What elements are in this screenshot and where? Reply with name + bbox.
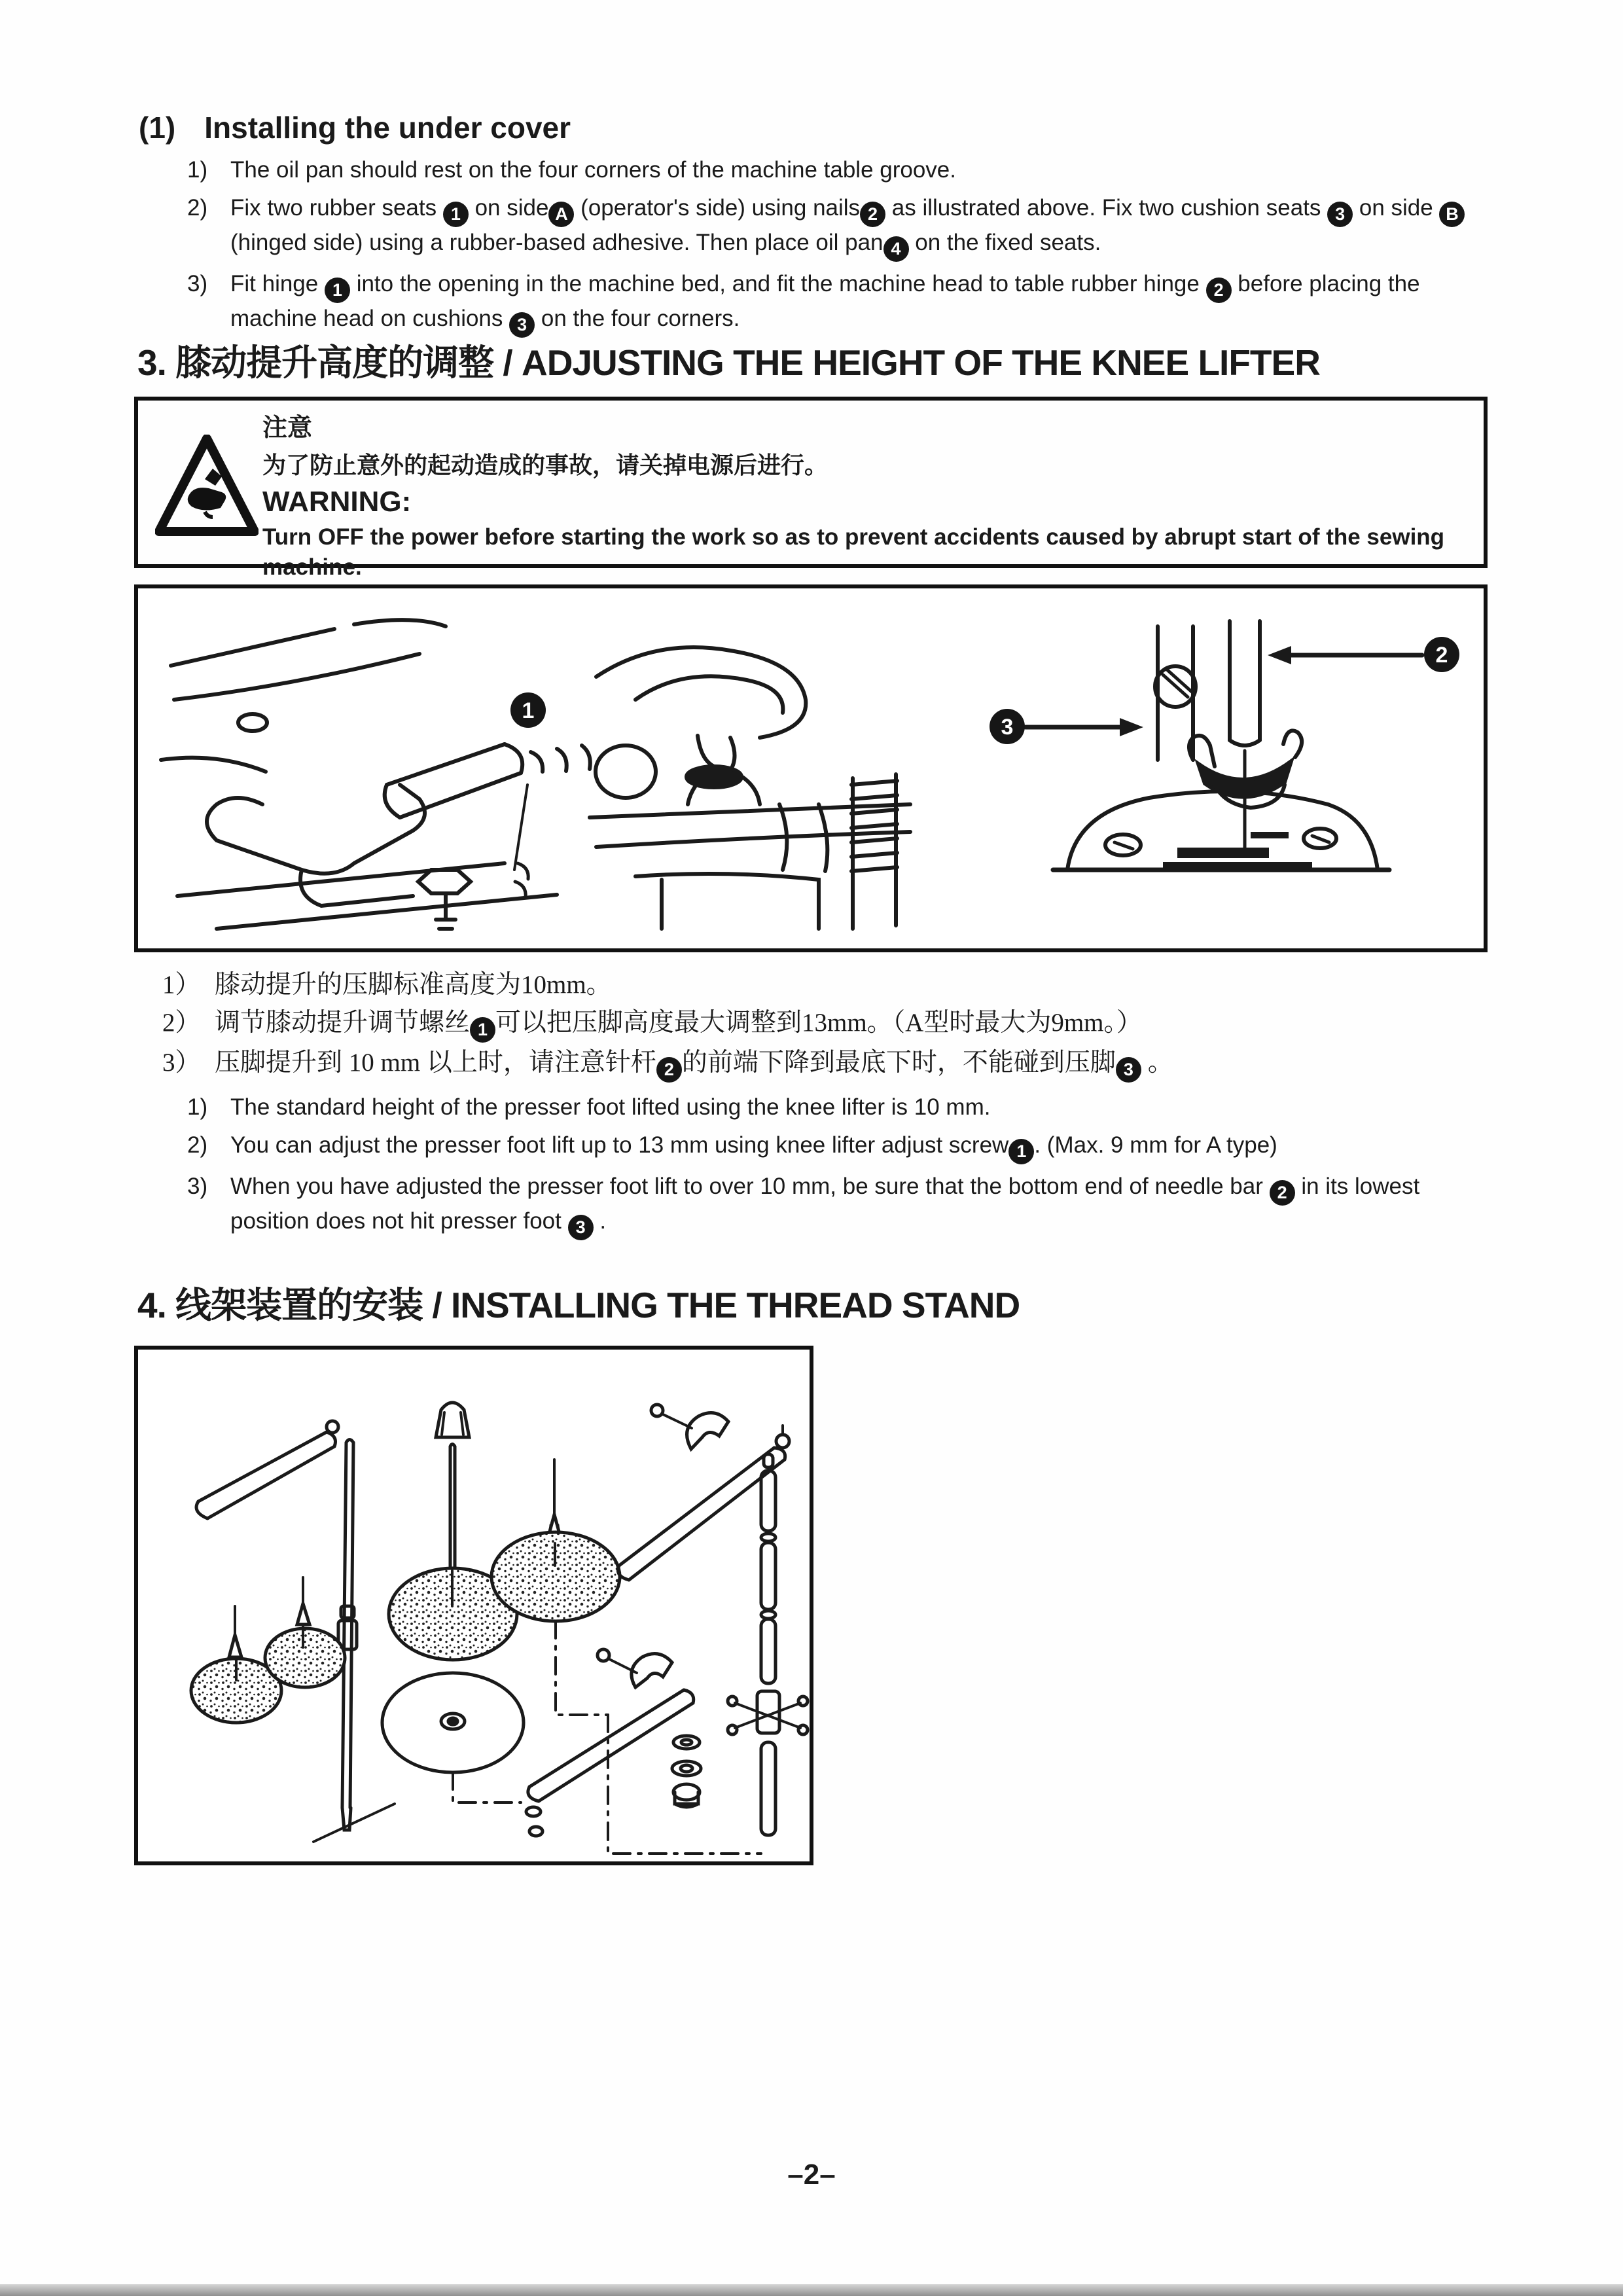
list-item-number: 2） — [162, 1009, 201, 1037]
list-item-text: You can adjust the presser foot lift up to 13 mm using knee lifter adjust screw 1 . (Max. 9 mm for A type) — [230, 1130, 1503, 1164]
knee-lifter-figure — [134, 584, 1488, 952]
callout-badge-3: 3 — [1116, 1057, 1141, 1083]
warning-box — [134, 397, 1488, 580]
callout-badge-2: 2 — [1270, 1180, 1295, 1206]
subsection-title: Installing the under cover — [204, 111, 571, 145]
list-item — [187, 1092, 1503, 1123]
callout-badge-4: 4 — [883, 236, 909, 262]
list-item-text: 调节膝动提升调节螺丝 1 可以把压脚高度最大调整到13mm。（A型时最大为9mm。） — [215, 1005, 1484, 1043]
list-item-number: 3) — [187, 1174, 208, 1199]
list-item — [187, 192, 1503, 262]
warning-text: Turn OFF the power before starting the work so as to prevent accidents caused by abrupt start of the sewing machine. — [262, 524, 1445, 580]
thread-stand-drawing — [138, 1350, 810, 1861]
hazard-triangle-icon — [155, 435, 259, 538]
knee-lifter-drawing — [138, 588, 1484, 948]
caution-title-zh: 注意 — [262, 414, 313, 442]
subsection-heading — [139, 110, 571, 145]
warning-title: WARNING: — [262, 486, 412, 518]
list-item-number: 2) — [187, 195, 208, 221]
list-item-text: Fix two rubber seats 1 on side A (operator's side) using nails 2 as illustrated above. Fix two cushion seats 3 on side B (hinged side) using a rubber-based adhesive. Then place oil pan 4 on the fixed seats. — [230, 192, 1503, 262]
callout-badge-A: A — [548, 202, 574, 227]
callout-badge-1: 1 — [470, 1017, 495, 1043]
scan-edge-artifact — [0, 2284, 1623, 2296]
subsection-number: (1) — [139, 111, 176, 145]
list-item — [162, 967, 1484, 1003]
callout-1: 1 — [522, 698, 535, 723]
list-item-text: When you have adjusted the presser foot lift to over 10 mm, be sure that the bottom end of needle bar 2 in its lowest position does not hit presser foot 3 . — [230, 1171, 1503, 1240]
section3-heading: 3. 膝动提升高度的调整 / ADJUSTING THE HEIGHT OF THE KNEE LIFTER — [137, 342, 1320, 383]
list-item-number: 3） — [162, 1049, 201, 1077]
callout-badge-B: B — [1439, 202, 1465, 227]
callout-badge-3: 3 — [1327, 202, 1353, 227]
callout-badge-2: 2 — [860, 202, 885, 227]
intro-list — [187, 154, 1503, 338]
list-item — [187, 1171, 1503, 1240]
section4-heading: 4. 线架装置的安装 / INSTALLING THE THREAD STAND — [137, 1285, 1020, 1325]
list-item-text: 压脚提升到 10 mm 以上时，请注意针杆 2 的前端下降到最底下时，不能碰到压脚 3 。 — [215, 1045, 1484, 1083]
caution-text-zh: 为了防止意外的起动造成的事故，请关掉电源后进行。 — [262, 452, 829, 478]
callout-2: 2 — [1435, 643, 1448, 668]
list-item — [187, 154, 1503, 186]
list-item-number: 3) — [187, 271, 208, 296]
list-item-number: 1) — [187, 1094, 208, 1120]
knee-lifter-list-zh — [162, 967, 1484, 1083]
callout-badge-3: 3 — [568, 1215, 594, 1240]
list-item-text: 膝动提升的压脚标准高度为10mm。 — [215, 971, 612, 999]
list-item-number: 1） — [162, 971, 201, 999]
knee-lifter-list-en — [187, 1092, 1503, 1240]
list-item — [187, 268, 1503, 338]
callout-3: 3 — [1001, 715, 1014, 740]
list-item-text: The oil pan should rest on the four corners of the machine table groove. — [230, 157, 956, 183]
list-item — [162, 1045, 1484, 1083]
list-item-number: 1) — [187, 157, 208, 183]
callout-badge-3: 3 — [509, 312, 535, 338]
list-item-text: Fit hinge 1 into the opening in the machine bed, and fit the machine head to table rubber hinge 2 before placing the machine head on cushions 3 on the four corners. — [230, 268, 1503, 338]
page-number: –2– — [787, 2159, 836, 2191]
list-item — [162, 1005, 1484, 1043]
callout-badge-1: 1 — [443, 202, 469, 227]
list-item-text: The standard height of the presser foot lifted using the knee lifter is 10 mm. — [230, 1094, 991, 1120]
callout-badge-2: 2 — [1206, 278, 1232, 303]
callout-badge-2: 2 — [656, 1057, 682, 1083]
list-item-number: 2) — [187, 1132, 208, 1158]
thread-stand-figure — [134, 1346, 813, 1865]
callout-badge-1: 1 — [1008, 1139, 1034, 1164]
callout-badge-1: 1 — [325, 278, 350, 303]
list-item — [187, 1130, 1503, 1164]
